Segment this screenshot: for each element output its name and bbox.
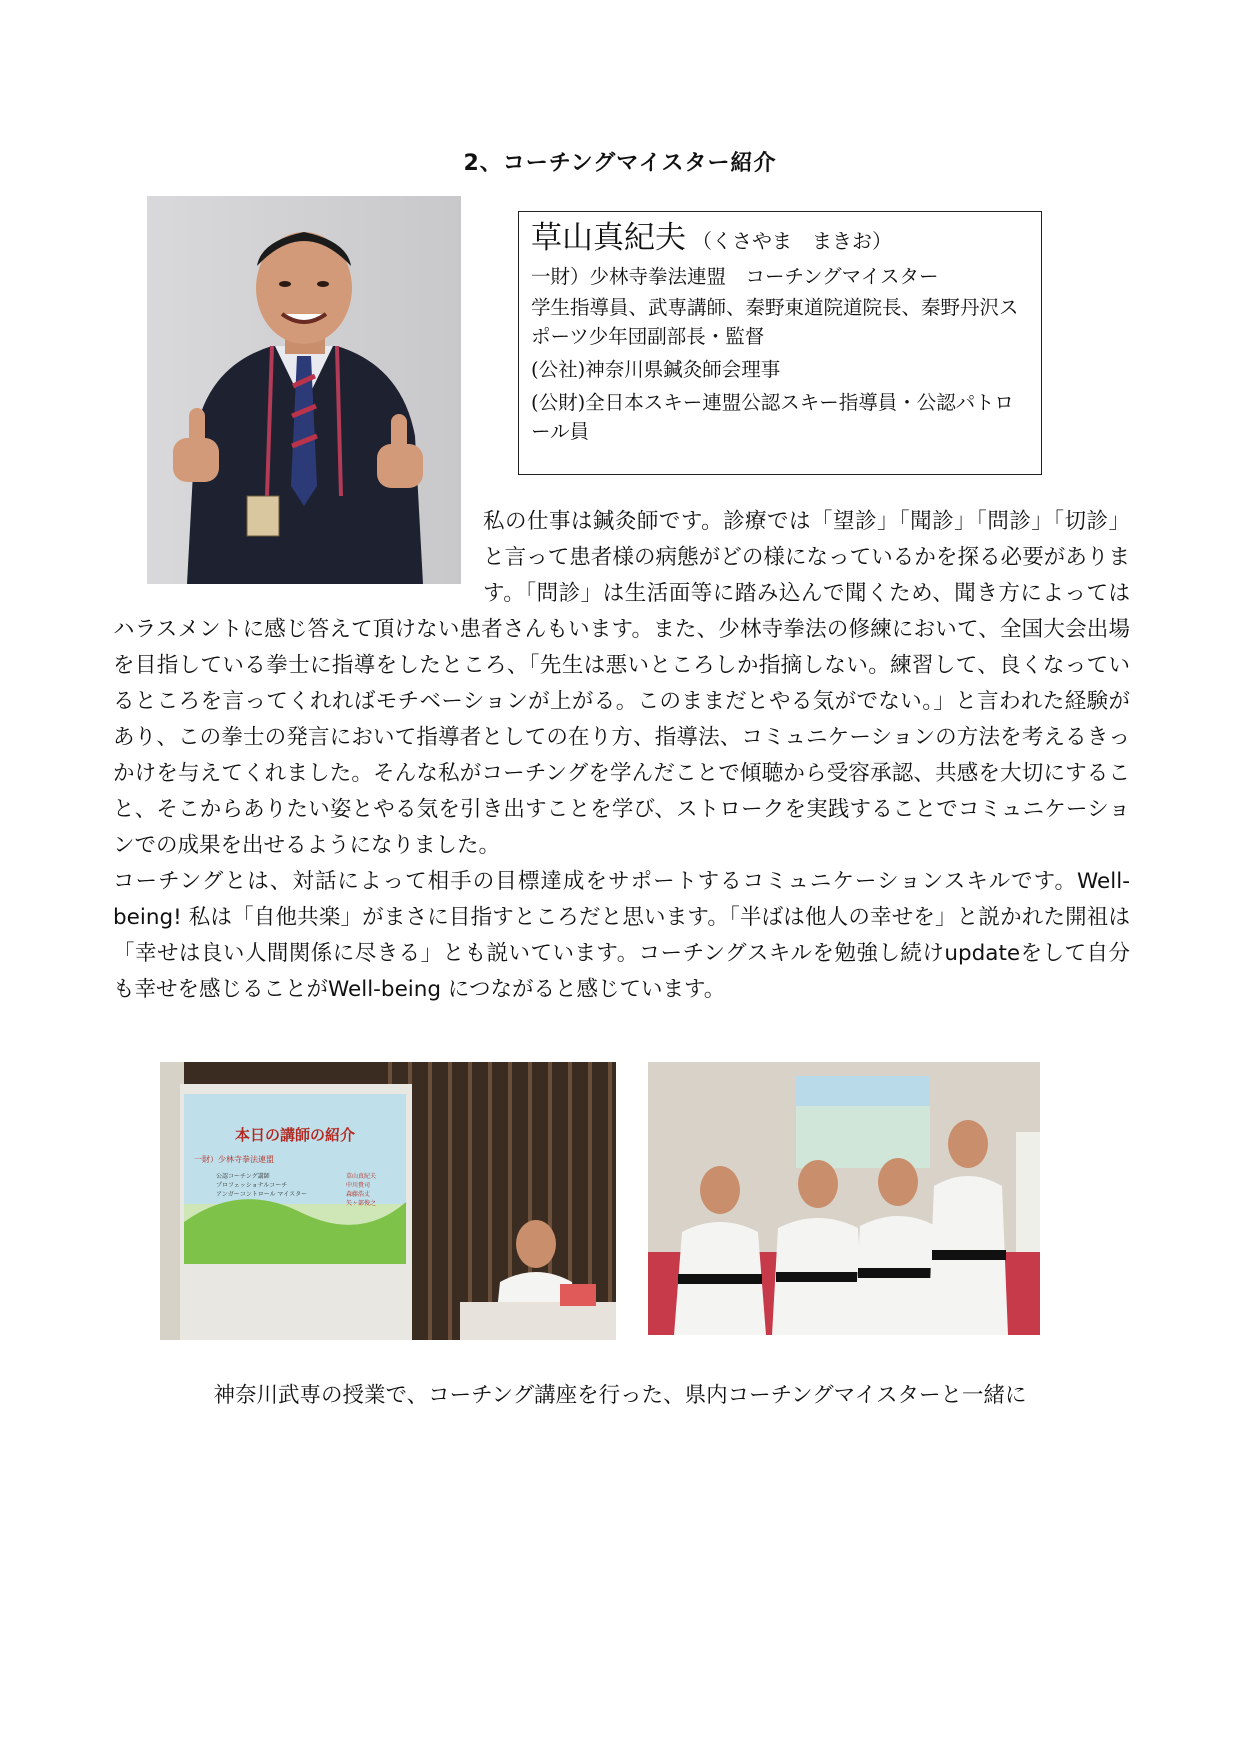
slide-name: 森藤浩丈 xyxy=(346,1192,371,1198)
slide-bullet: 公認コーチング講師 xyxy=(216,1174,270,1180)
section-title: 2、コーチングマイスター紹介 xyxy=(463,151,777,176)
body-paragraph-1: 私の仕事は鍼灸師です。診療では「望診」「聞診」「問診」「切診」と言って患者様の病態がどの様になっているかを探る必要があります。「問診」は生活面等に踏み込んで聞くため、聞き方によってはハラスメントに感じ答えて頂けない患者さんもいます。また、少林寺拳法の修練において、全国大会出場を目指している拳士に指導をしたところ、「先生は悪いところしか指摘しない。練習して、良くなっているところを言ってくれればモチベーションが上がる。このままだとやる気がでない。」と言われた経験があり、この拳士の発言において指導者としての在り方、指導法、コミュニケーションの方法を考えるきっかけを与えてくれました。そんな私がコーチングを学んだことで傾聴から受容承認、共感を大切にすること、そこからありたい姿とやる気を引き出すことを学び、ストロークを実践することでコミュニケーションでの成果を出せるようになりました。 xyxy=(113,509,1130,858)
photo-caption: 神奈川武専の授業で、コーチング講座を行った、県内コーチングマイスターと一緒に xyxy=(213,1383,1027,1408)
slide-name: 矢ヶ部俊之 xyxy=(346,1201,377,1207)
slide-org: 一財）少林寺拳法連盟 xyxy=(194,1155,274,1164)
group-photo xyxy=(648,1062,1040,1335)
profile-association: (公社)神奈川県鍼灸師会理事 xyxy=(531,358,781,381)
profile-box xyxy=(518,211,1042,475)
profile-reading: （くさやま まきお） xyxy=(692,229,892,253)
profile-positions: 学生指導員、武専講師、秦野東道院道院長、秦野丹沢スポーツ少年団副部長・監督 xyxy=(531,296,1019,348)
body-paragraph-2: コーチングとは、対話によって相手の目標達成をサポートするコミュニケーションスキルです。Well-being! 私は「自他共楽」がまさに目指すところだと思います。「半ばは他人の幸せを」と説かれた開祖は「幸せは良い人間関係に尽きる」とも説いています。コーチングスキルを勉強し続けupdateをして自分も幸せを感じることがWell-being につながると感じています。 xyxy=(113,869,1130,1002)
slide-bullet: アンガーコントロール マイスター xyxy=(216,1192,308,1198)
profile-role: 一財）少林寺拳法連盟 コーチングマイスター xyxy=(531,265,939,288)
profile-ski-instructor: (公財)全日本スキー連盟公認スキー指導員・公認パトロール員 xyxy=(531,391,1014,443)
slide-name: 草山真紀夫 xyxy=(346,1174,377,1180)
profile-name-line xyxy=(531,218,1031,258)
slide-title: 本日の講師の紹介 xyxy=(234,1127,356,1144)
photo-wrap-spacer xyxy=(113,504,483,612)
lecture-photo xyxy=(160,1062,616,1340)
profile-name: 草山真紀夫 xyxy=(531,220,686,256)
slide-bullet: プロフェッショナルコーチ xyxy=(216,1183,288,1189)
body-text xyxy=(113,504,1130,1008)
slide-name: 中川貴司 xyxy=(346,1183,371,1189)
